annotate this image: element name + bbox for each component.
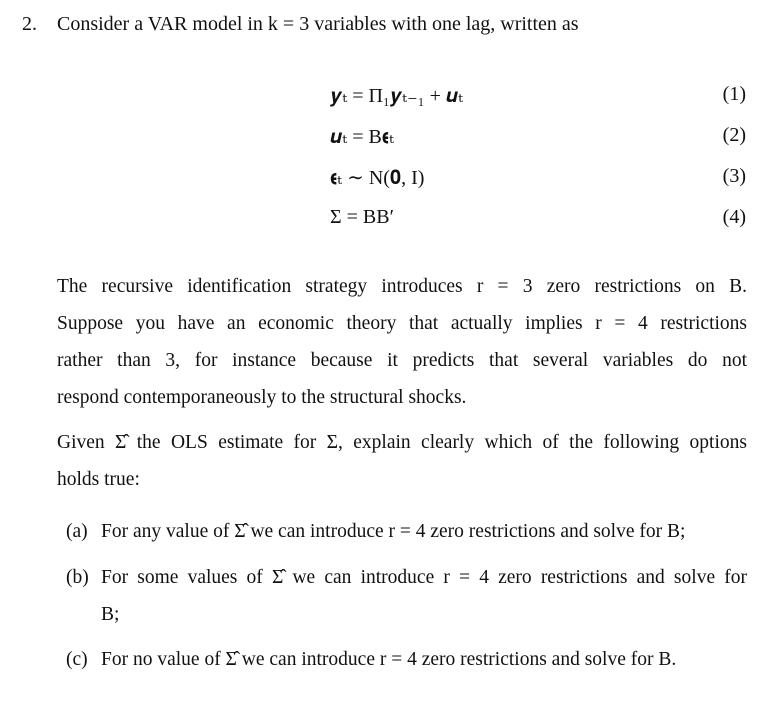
- equation-3-number: (3): [722, 165, 746, 187]
- paragraph-line: Suppose you have an economic theory that actually implies r = 4 restrictions: [57, 313, 747, 334]
- option-a-text: For any value of Σ̂ we can introduce r = 4 zero restrictions and solve for B;: [101, 521, 686, 542]
- paragraph-line: rather than 3, for instance because it predicts that several variables do not: [57, 350, 747, 371]
- option-b-text: For some values of Σ̂ we can introduce r = 4 zero restrictions and solve for: [101, 567, 747, 588]
- paragraph-line: holds true:: [57, 469, 140, 490]
- paragraph-line: The recursive identification strategy introduces r = 3 zero restrictions on B.: [57, 276, 747, 297]
- question-intro: Consider a VAR model in k = 3 variables with one lag, written as: [57, 13, 579, 35]
- paragraph-line: respond contemporaneously to the structural shocks.: [57, 387, 467, 408]
- equation-2-number: (2): [722, 124, 746, 146]
- equation-4-number: (4): [722, 206, 746, 228]
- option-a-label: (a): [66, 521, 88, 542]
- equation-1-number: (1): [722, 83, 746, 105]
- option-c-text: For no value of Σ̂ we can introduce r = 4 zero restrictions and solve for B.: [101, 649, 677, 670]
- option-c-label: (c): [66, 649, 88, 670]
- equation-1: 𝒚ₜ = Π₁𝒚ₜ₋₁ + 𝒖ₜ: [330, 85, 464, 107]
- question-number: 2.: [22, 13, 37, 35]
- equation-4: Σ = BB′: [330, 206, 394, 228]
- option-b-label: (b): [66, 567, 89, 588]
- option-b-text-continued: B;: [101, 604, 120, 625]
- paragraph-line: Given Σ̂ the OLS estimate for Σ, explain clearly which of the following options: [57, 432, 747, 453]
- equation-3: 𝛜ₜ ∼ N(𝟎, I): [330, 167, 425, 189]
- equation-2: 𝒖ₜ = B𝛜ₜ: [330, 126, 394, 148]
